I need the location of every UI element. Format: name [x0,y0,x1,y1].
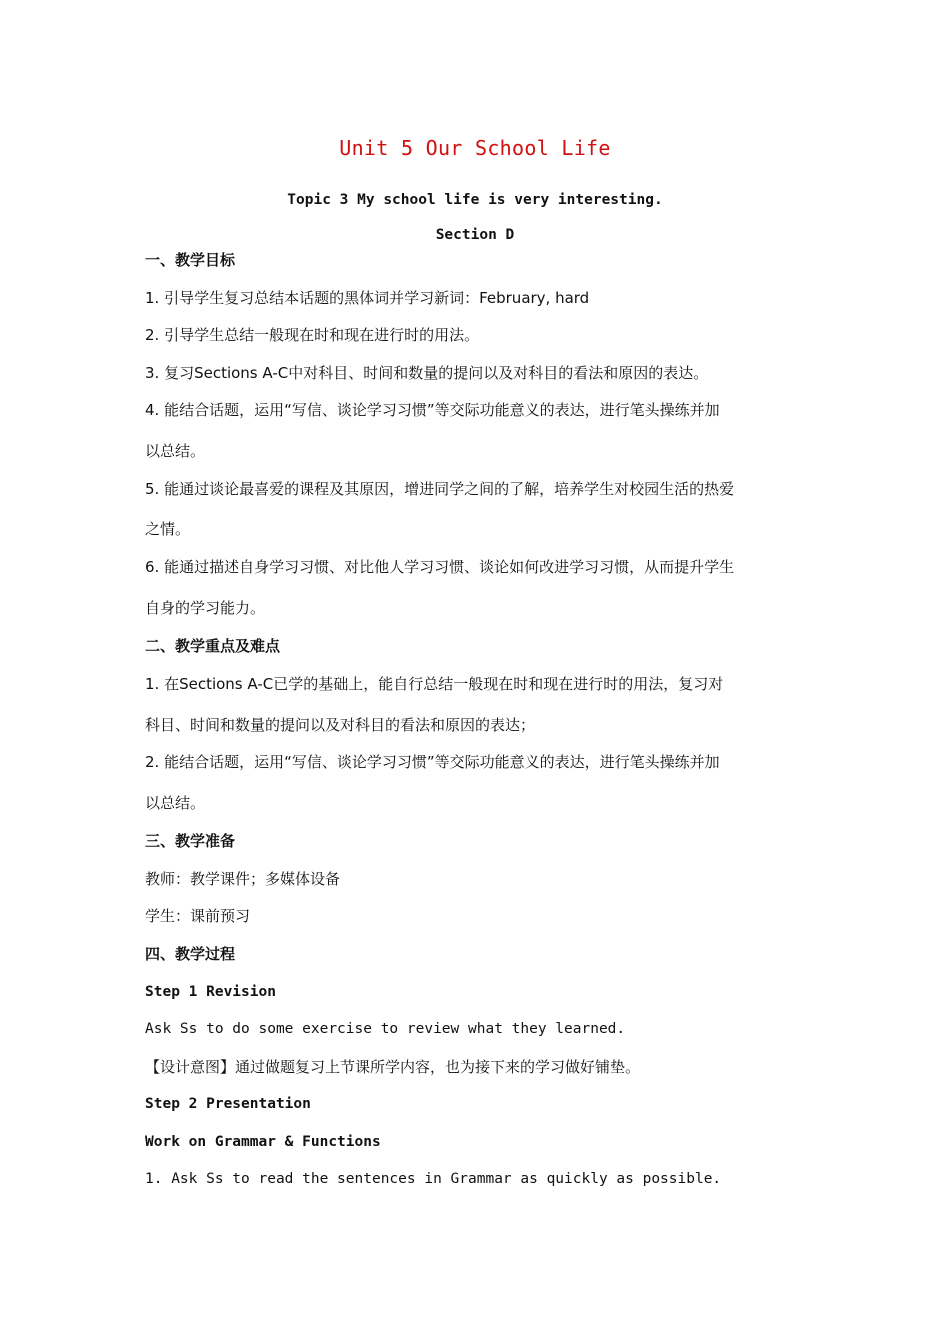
objective-line-5: 5. 能通过谈论最喜爱的课程及其原因，增进同学之间的了解，培养学生对校园生活的热爱 [145,480,735,498]
student-preparation: 学生：课前预习 [145,907,251,925]
step1-design-intent: 【设计意图】通过做题复习上节课所学内容，也为接下来的学习做好铺垫。 [145,1058,641,1076]
key-point-line-2-cont: 以总结。 [145,794,206,812]
objectives-heading: 一、教学目标 [145,251,236,269]
step2-title: Step 2 Presentation [145,1096,311,1112]
step2-subtitle: Work on Grammar & Functions [145,1134,381,1150]
key-points-heading: 二、教学重点及难点 [145,637,281,655]
step2-item-1: 1. Ask Ss to read the sentences in Grammar as quickly as possible. [145,1171,722,1187]
section-label: Section D [435,227,515,243]
objective-line-3: 3. 复习Sections A-C中对科目、时间和数量的提问以及对科目的看法和原因的表达。 [145,364,709,382]
unit-title: Unit 5 Our School Life [339,136,611,160]
objective-line-4: 4. 能结合话题，运用“写信、谈论学习习惯”等交际功能意义的表达，进行笔头操练并加 [145,401,720,419]
key-point-line-2: 2. 能结合话题，运用“写信、谈论学习习惯”等交际功能意义的表达，进行笔头操练并加 [145,753,720,771]
objective-line-2: 2. 引导学生总结一般现在时和现在进行时的用法。 [145,326,480,344]
key-point-line-1: 1. 在Sections A-C已学的基础上，能自行总结一般现在时和现在进行时的用法，复习对 [145,675,724,693]
objective-line-6: 6. 能通过描述自身学习习惯、对比他人学习习惯、谈论如何改进学习习惯，从而提升学生 [145,558,735,576]
topic-subtitle: Topic 3 My school life is very interesting. [287,192,663,208]
preparation-heading: 三、教学准备 [145,832,236,850]
process-heading: 四、教学过程 [145,945,236,963]
step1-text: Ask Ss to do some exercise to review what they learned. [145,1021,626,1037]
step1-title: Step 1 Revision [145,984,276,1000]
objective-line-6-cont: 自身的学习能力。 [145,599,266,617]
objective-line-1: 1. 引导学生复习总结本话题的黑体词并学习新词：February, hard [145,289,590,307]
teacher-preparation: 教师：教学课件；多媒体设备 [145,870,341,888]
key-point-line-1-cont: 科目、时间和数量的提问以及对科目的看法和原因的表达； [145,716,536,734]
objective-line-5-cont: 之情。 [145,520,191,538]
objective-line-4-cont: 以总结。 [145,442,206,460]
